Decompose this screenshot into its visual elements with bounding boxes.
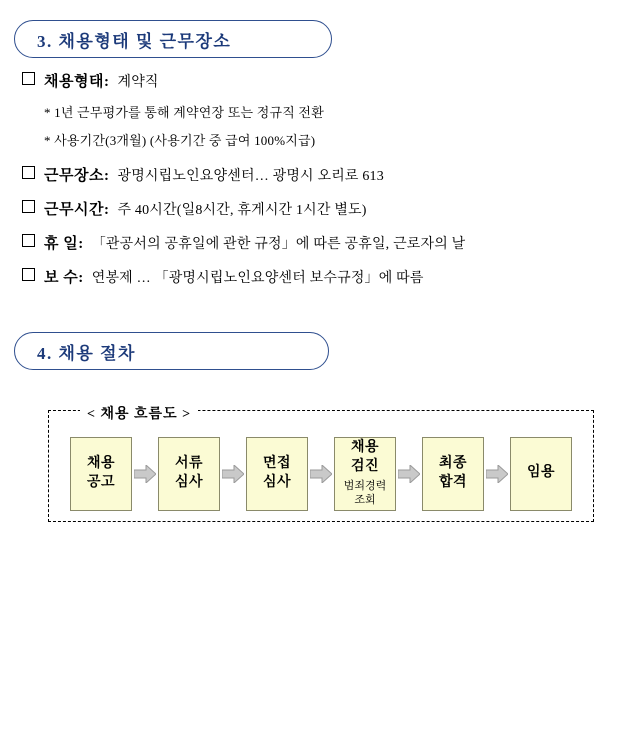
flow-node-health-check [334, 437, 396, 511]
list-item-value: 계약직 [117, 75, 159, 90]
list-item-value: 주 40시간(일8시간, 휴게시간 1시간 별도) [117, 203, 367, 218]
arrow-icon [220, 465, 246, 483]
flow-node-line2: 공고 [86, 474, 116, 490]
section-heading-3: 3. 채용형태 및 근무장소 [14, 20, 332, 58]
flow-node-line2: 심사 [262, 474, 292, 490]
flow-node-line2: 합격 [438, 474, 468, 490]
list-item-value: 광명시립노인요양센터… 광명시 오리로 613 [117, 169, 384, 184]
flow-chart-nodes [48, 425, 594, 522]
checkbox-icon [22, 166, 35, 179]
list-item-employment-type [22, 70, 159, 91]
flow-node-final-pass [422, 437, 484, 511]
flow-node-line1: 임용 [526, 465, 556, 481]
arrow-icon [484, 465, 510, 483]
list-item-label: 채용형태: [44, 74, 110, 90]
arrow-icon [396, 465, 422, 483]
list-item-label: 휴 일: [44, 236, 84, 252]
list-item-label: 근무장소: [44, 168, 110, 184]
flow-node-line2: 검진 [350, 459, 380, 475]
flow-chart-title: < 채용 흐름도 > [80, 403, 198, 423]
subnote-probation: * 사용기간(3개월) (사용기간 중 급여 100%지급) [44, 133, 316, 148]
checkbox-icon [22, 268, 35, 281]
checkbox-icon [22, 234, 35, 247]
flow-node-document-review [158, 437, 220, 511]
flow-node-line1: 채용 [350, 440, 380, 456]
flow-node-line1: 면접 [262, 455, 292, 471]
list-item-workplace [22, 164, 384, 185]
list-item-value: 연봉제 … 「광명시립노인요양센터 보수규정」에 따름 [91, 271, 424, 286]
arrow-icon [132, 465, 158, 483]
list-item-work-hours [22, 198, 367, 219]
list-item-label: 근무시간: [44, 202, 110, 218]
flow-node-line1: 최종 [438, 455, 468, 471]
list-item-holiday [22, 232, 465, 253]
subnote-contract-renewal: * 1년 근무평가를 통해 계약연장 또는 정규직 전환 [44, 105, 324, 120]
list-item-salary [22, 266, 424, 287]
checkbox-icon [22, 72, 35, 85]
flow-node-sub: 범죄경력 조회 [343, 480, 387, 506]
flow-node-line1: 서류 [174, 455, 204, 471]
flow-node-interview [246, 437, 308, 511]
flow-node-announcement [70, 437, 132, 511]
arrow-icon [308, 465, 334, 483]
checkbox-icon [22, 200, 35, 213]
flow-node-line1: 채용 [86, 455, 116, 471]
list-item-value: 「관공서의 공휴일에 관한 규정」에 따른 공휴일, 근로자의 날 [91, 237, 466, 252]
flow-node-appointment [510, 437, 572, 511]
flow-node-line2: 심사 [174, 474, 204, 490]
list-item-label: 보 수: [44, 270, 84, 286]
section-heading-4: 4. 채용 절차 [14, 332, 329, 370]
